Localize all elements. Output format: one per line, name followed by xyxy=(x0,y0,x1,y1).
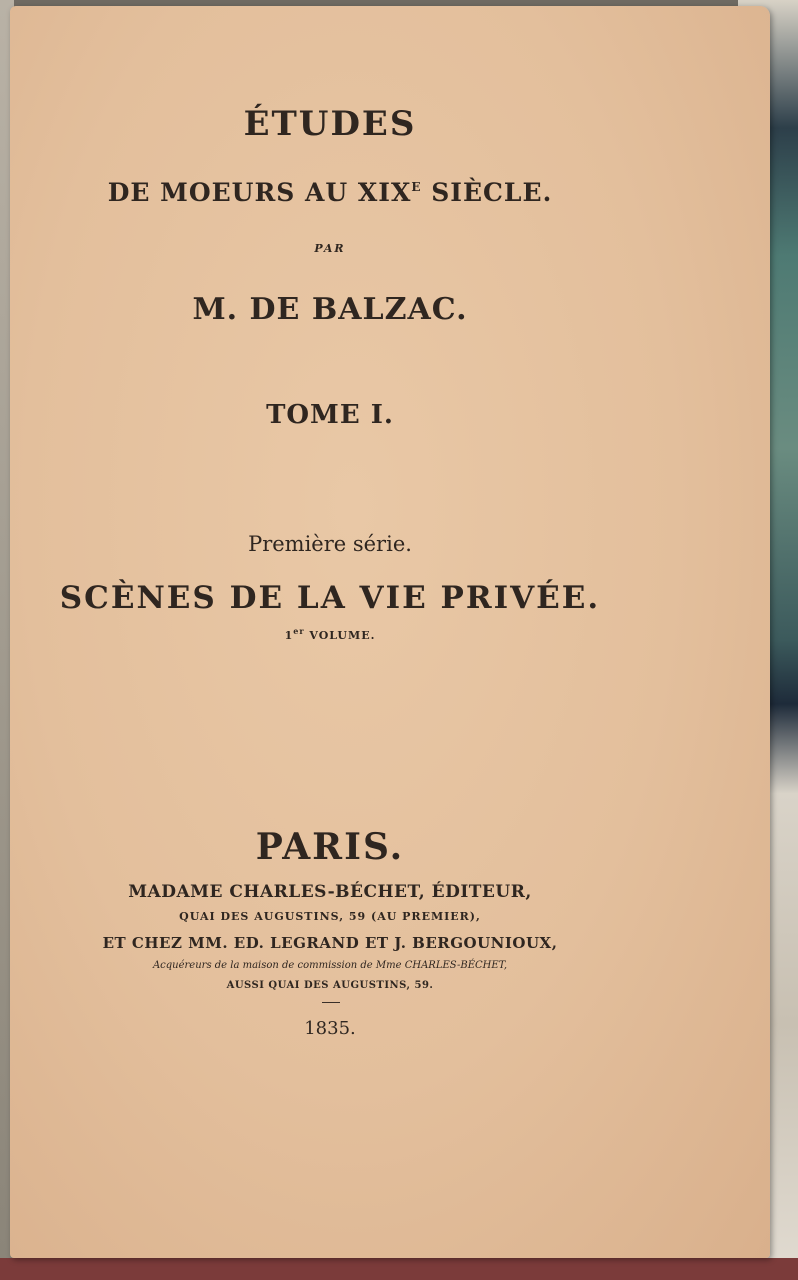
publisher-line-2: QUAI DES AUGUSTINS, 59 (AU PREMIER), xyxy=(179,910,481,923)
city-name: PARIS. xyxy=(255,826,405,868)
volume-label xyxy=(10,626,650,642)
subtitle-end: SIÈCLE. xyxy=(421,178,553,207)
publisher-line-3: ET CHEZ MM. ED. LEGRAND ET J. BERGOUNIOUX, xyxy=(102,934,558,952)
serie-label: Première série. xyxy=(248,532,412,556)
background-bottom xyxy=(0,1258,798,1280)
divider-rule xyxy=(322,1002,340,1003)
subtitle-main: DE MOEURS AU XIX xyxy=(107,178,412,207)
tome-label: TOME I. xyxy=(266,400,394,430)
book-title: ÉTUDES xyxy=(243,104,417,144)
volume-superscript: er xyxy=(293,626,305,636)
title-page xyxy=(10,6,770,1258)
book-subtitle xyxy=(10,178,650,207)
author-name: M. DE BALZAC. xyxy=(192,292,468,327)
publisher-line-1: MADAME CHARLES-BÉCHET, ÉDITEUR, xyxy=(128,882,532,902)
subtitle-superscript: E xyxy=(411,180,422,194)
par-label: PAR xyxy=(314,242,346,255)
volume-number: 1 xyxy=(284,629,294,642)
publication-year: 1835. xyxy=(304,1018,356,1039)
publisher-line-5: AUSSI QUAI DES AUGUSTINS, 59. xyxy=(226,980,434,991)
volume-text: VOLUME. xyxy=(304,629,376,642)
scenes-title: SCÈNES DE LA VIE PRIVÉE. xyxy=(59,580,601,616)
publisher-line-4: Acquéreurs de la maison de commission de Mme CHARLES-BÉCHET, xyxy=(152,960,508,971)
